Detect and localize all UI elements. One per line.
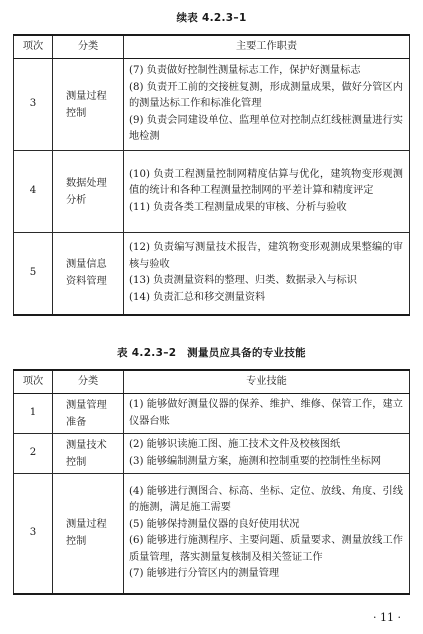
list-item: (3) 能够编制测量方案，施测和控制重要的控制性坐标网	[129, 455, 381, 467]
row-category: 测量管理准备	[53, 394, 124, 434]
header-category: 分类	[53, 370, 124, 394]
list-item: (6) 能够进行施测程序、主要问题、质量要求、测量放线工作质量管理，落实测量复核制及相关签证工作	[129, 535, 403, 563]
table1	[13, 34, 410, 316]
row-number: 1	[14, 394, 53, 434]
row-items	[124, 151, 410, 233]
page-number: · 11 ·	[373, 611, 401, 624]
row-number: 3	[14, 59, 53, 151]
table1-caption: 续表 4.2.3–1	[176, 12, 247, 24]
list-item: (4) 能够进行测图合、标高、坐标、定位、放线、角度、引线的施测，满足施工需要	[129, 485, 403, 514]
list-item: (13) 负责测量资料的整理、归类、数据录入与标识	[129, 275, 357, 287]
row-category: 测量技术控制	[53, 434, 124, 474]
table-row	[14, 474, 410, 594]
list-item: (9) 负责会同建设单位、监理单位对控制点红线桩测量进行实地检测	[129, 114, 403, 143]
list-item: (2) 能够识读施工图、施工技术文件及校核图纸	[129, 439, 341, 450]
list-item: (12) 负责编写测量技术报告，建筑物变形观测成果整编的审核与验收	[129, 242, 403, 270]
list-item: (7) 负责做好控制性测量标志工作，保护好测量标志	[129, 65, 361, 77]
row-number: 2	[14, 434, 53, 474]
row-number: 5	[14, 233, 53, 315]
header-category: 分类	[53, 35, 124, 59]
row-number: 3	[14, 474, 53, 594]
row-items	[124, 474, 410, 594]
table2	[13, 369, 410, 595]
list-item: (8) 负责开工前的交接桩复测，形成测量成果，做好分管区内的测量达标工作和标准化管理	[129, 81, 403, 110]
header-no: 项次	[14, 35, 53, 59]
list-item: (11) 负责各类工程测量成果的审核、分析与验收	[129, 201, 347, 213]
list-item: (1) 能够做好测量仪器的保养、维护、维修、保管工作，建立仪器台账	[129, 399, 403, 427]
table-row	[14, 233, 410, 315]
table-row	[14, 394, 410, 434]
row-number: 4	[14, 151, 53, 233]
row-category: 测量过程控制	[53, 474, 124, 594]
list-item: (7) 能够进行分管区内的测量管理	[129, 568, 280, 580]
row-category: 数据处理分析	[53, 151, 124, 233]
table2-caption: 表 4.2.3–2 测量员应具备的专业技能	[117, 347, 306, 359]
row-category: 测量过程控制	[53, 59, 124, 151]
list-item: (10) 负责工程测量控制网精度估算与优化，建筑物变形观测值的统计和各种工程测量控制网的平差计算和精度评定	[129, 168, 403, 197]
table-row	[14, 434, 410, 474]
row-items	[124, 434, 410, 474]
header-no: 项次	[14, 370, 53, 394]
list-item: (5) 能够保持测量仪器的良好使用状况	[129, 518, 300, 530]
list-item: (14) 负责汇总和移交测量资料	[129, 291, 266, 303]
table-row	[14, 151, 410, 233]
table-header-row	[14, 35, 410, 59]
row-items	[124, 233, 410, 315]
header-skills: 专业技能	[124, 370, 410, 394]
table-row	[14, 59, 410, 151]
header-duties: 主要工作职责	[124, 35, 410, 59]
row-items	[124, 394, 410, 434]
row-category: 测量信息资料管理	[53, 233, 124, 315]
table-header-row	[14, 370, 410, 394]
row-items	[124, 59, 410, 151]
